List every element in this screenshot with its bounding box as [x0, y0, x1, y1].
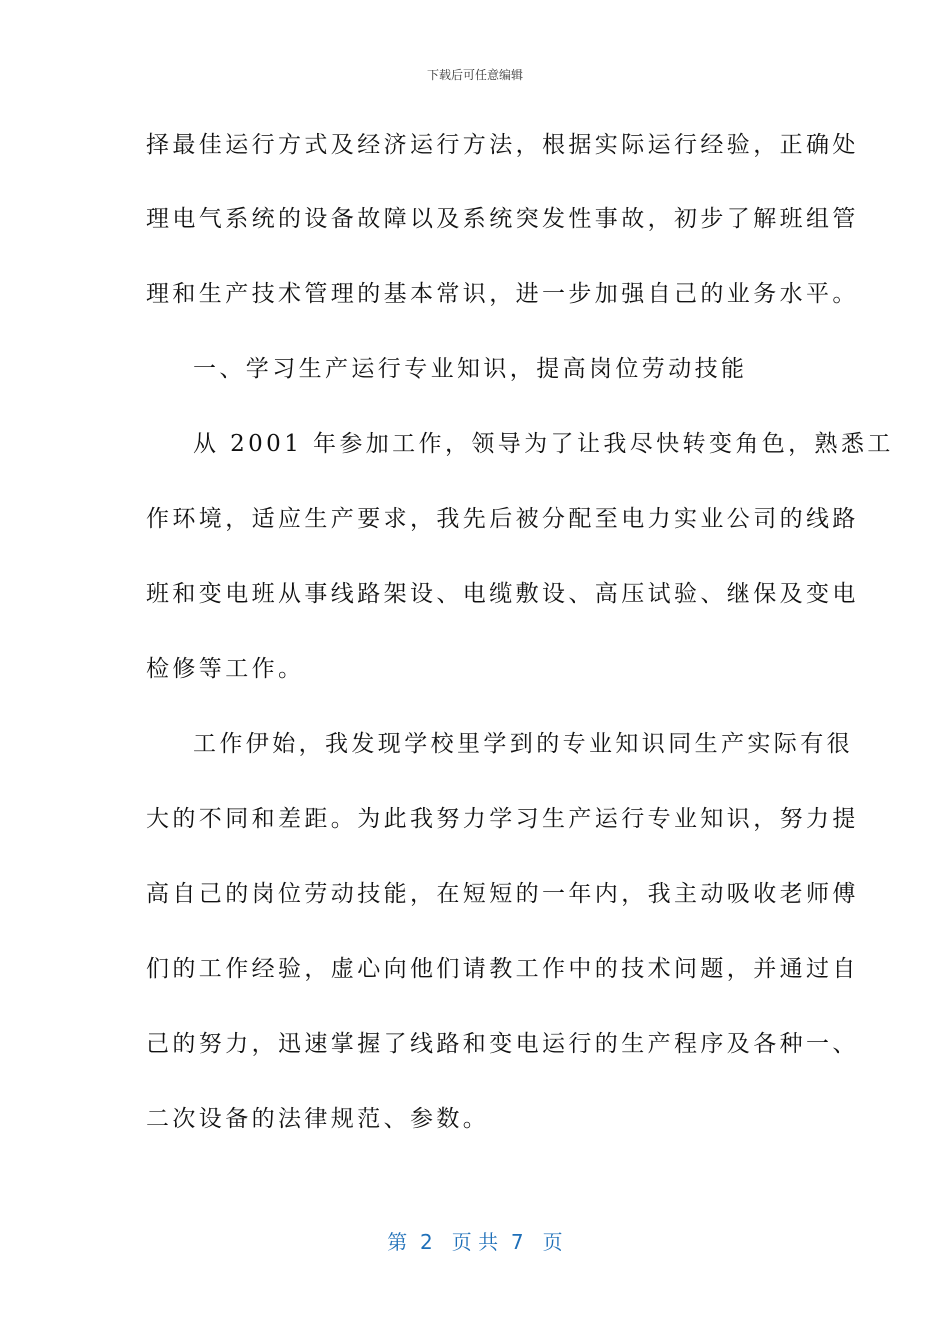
- page-number-footer: 第 2 页 共 7 页: [387, 1230, 563, 1254]
- body-line: 理电气系统的设备故障以及系统突发性事故，初步了解班组管: [146, 206, 859, 232]
- body-line: 理和生产技术管理的基本常识，进一步加强自己的业务水平。: [146, 281, 859, 307]
- body-line: 高自己的岗位劳动技能，在短短的一年内，我主动吸收老师傅: [146, 881, 859, 907]
- body-line: 班和变电班从事线路架设、电缆敷设、高压试验、继保及变电: [146, 581, 859, 607]
- body-line: 检修等工作。: [146, 656, 305, 682]
- body-line: 们的工作经验，虚心向他们请教工作中的技术问题，并通过自: [146, 956, 859, 982]
- body-line: 作环境，适应生产要求，我先后被分配至电力实业公司的线路: [146, 506, 859, 532]
- body-line: 己的努力，迅速掌握了线路和变电运行的生产程序及各种一、: [146, 1031, 859, 1057]
- page-header-note: 下载后可任意编辑: [426, 68, 523, 82]
- body-line: 大的不同和差距。为此我努力学习生产运行专业知识，努力提: [146, 806, 859, 832]
- body-line: 二次设备的法律规范、参数。: [146, 1106, 490, 1132]
- body-line: 择最佳运行方式及经济运行方法，根据实际运行经验，正确处: [146, 132, 859, 158]
- body-line: 从 2001 年参加工作，领导为了让我尽快转变角色，熟悉工: [193, 431, 894, 457]
- body-line: 工作伊始，我发现学校里学到的专业知识同生产实际有很: [193, 731, 853, 757]
- section-heading: 一、学习生产运行专业知识，提高岗位劳动技能: [193, 356, 748, 382]
